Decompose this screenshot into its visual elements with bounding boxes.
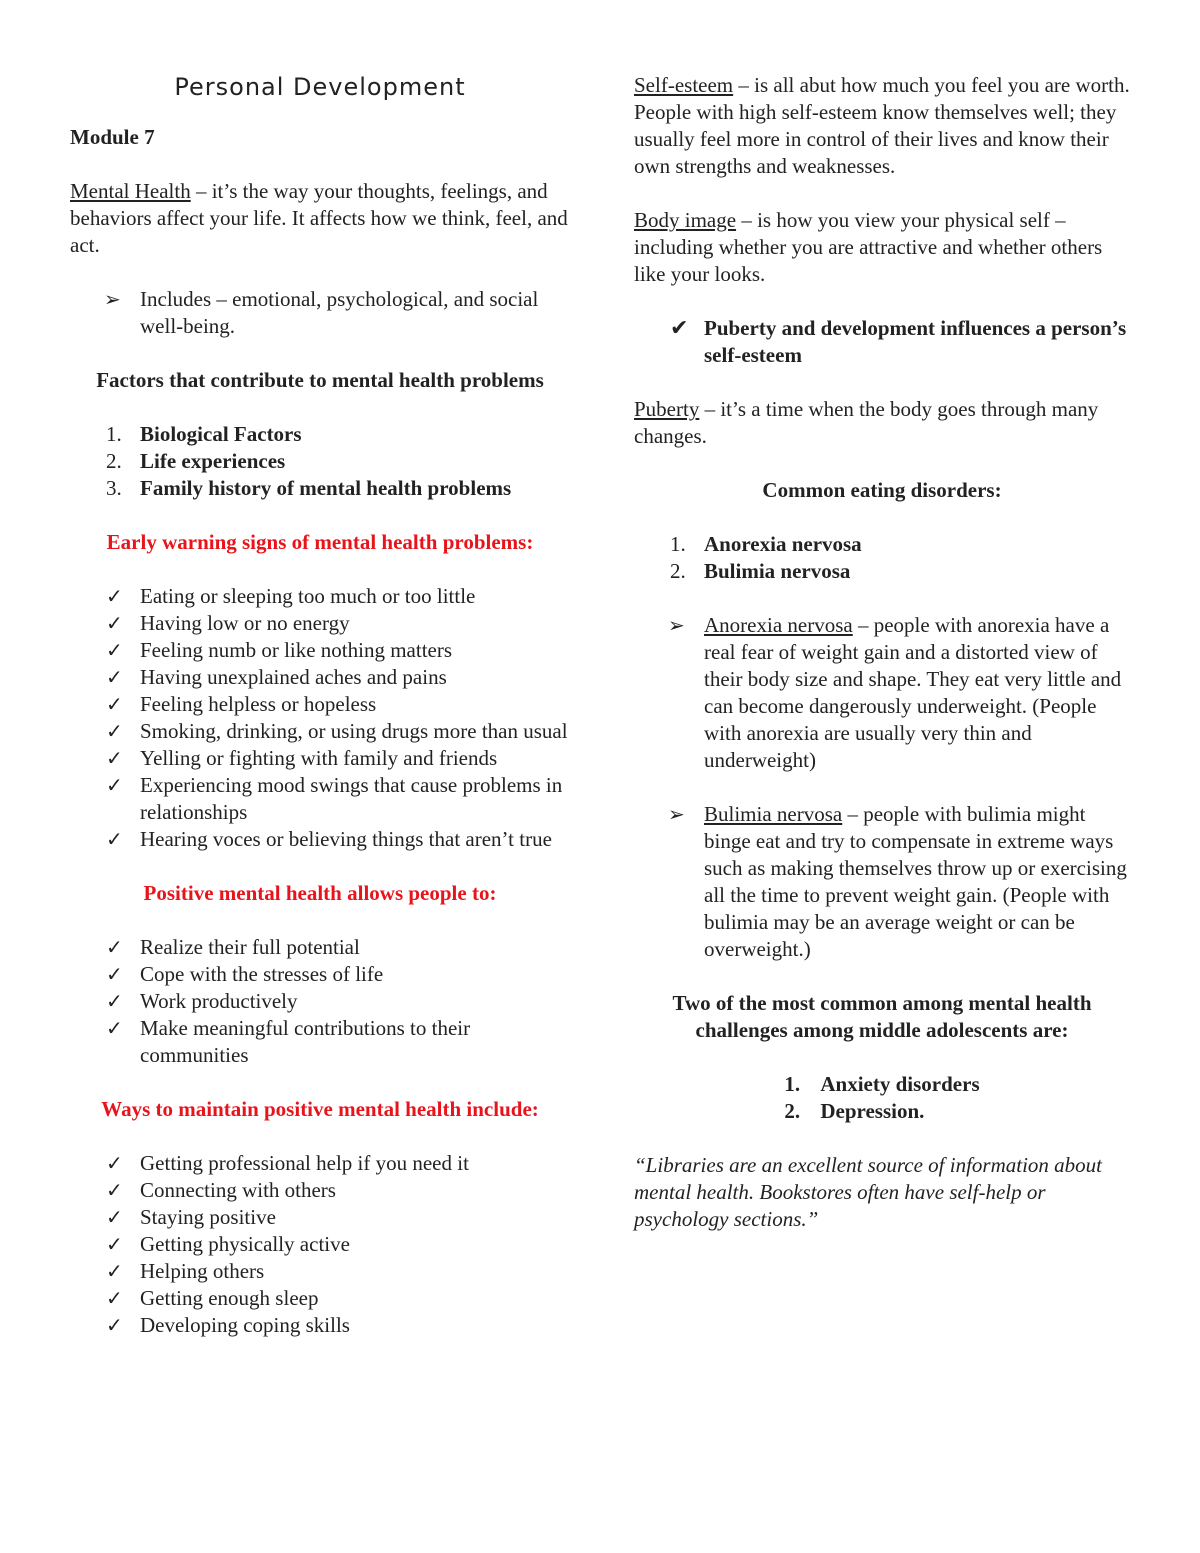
- list-item: ✓ Getting enough sleep: [106, 1286, 319, 1310]
- factors-list: [70, 421, 570, 502]
- factors-heading: Factors that contribute to mental health problems: [96, 368, 544, 392]
- check-icon: ✓: [106, 746, 123, 770]
- list-item: 2. Bulimia nervosa: [670, 559, 851, 583]
- list-item: ✓ Realize their full potential: [106, 935, 360, 959]
- eating-disorders-list: [634, 531, 1130, 585]
- disorder-details-list-2: [634, 801, 1130, 963]
- check-icon: ✓: [106, 665, 123, 689]
- challenges-block: [634, 1071, 1130, 1125]
- includes-list: [70, 286, 570, 340]
- list-item: ✓ Getting physically active: [106, 1232, 350, 1256]
- list-item: ✓ Connecting with others: [106, 1178, 336, 1202]
- self-esteem-definition: Self-esteem – is all abut how much you feel you are worth. People with high self-esteem know themselves well; they usually feel more in control of their lives and know their own strengths and weaknesses.: [634, 73, 1130, 178]
- list-item: ✓ Yelling or fighting with family and friends: [106, 746, 498, 770]
- list-item: ✓ Smoking, drinking, or using drugs more than usual: [106, 719, 568, 743]
- list-item: ✓ Staying positive: [106, 1205, 276, 1229]
- positive-list: [70, 934, 570, 1069]
- list-item: ✓ Having unexplained aches and pains: [106, 665, 447, 689]
- arrow-bullet-icon: ➢: [104, 287, 121, 311]
- check-icon: ✓: [106, 1151, 123, 1175]
- check-icon: ✓: [106, 1313, 123, 1337]
- list-item: ✓ Make meaningful contributions to their communities: [106, 1016, 471, 1067]
- list-item: 2. Depression.: [784, 1099, 925, 1123]
- list-item: ✓ Developing coping skills: [106, 1313, 350, 1337]
- warning-heading: Early warning signs of mental health problems:: [106, 530, 534, 554]
- body-image-term: Body image: [634, 208, 737, 232]
- list-item: ➢ Includes – emotional, psychological, and social well-being.: [104, 287, 539, 338]
- challenges-list: [784, 1071, 979, 1125]
- list-item: ➢ Bulimia nervosa – people with bulimia might binge eat and try to compensate in extreme ways such as making themselves throw up or exercising all the time to prevent weight gain. (People with bulimia may be an average weight or can be overweight.): [668, 802, 1127, 961]
- puberty-note-list: [634, 315, 1130, 369]
- check-icon: ✓: [106, 719, 123, 743]
- list-item: 1. Biological Factors: [106, 422, 302, 446]
- ways-heading: Ways to maintain positive mental health include:: [101, 1097, 539, 1121]
- check-icon: ✓: [106, 611, 123, 635]
- list-item: ✓ Feeling helpless or hopeless: [106, 692, 377, 716]
- check-icon: ✓: [106, 1205, 123, 1229]
- ways-list: [70, 1150, 570, 1339]
- list-item: ✓ Experiencing mood swings that cause problems in relationships: [106, 773, 563, 824]
- self-esteem-term: Self-esteem: [634, 73, 734, 97]
- check-icon: ✓: [106, 1178, 123, 1202]
- check-icon: ✓: [106, 1232, 123, 1256]
- list-item: ➢ Anorexia nervosa – people with anorexia have a real fear of weight gain and a distorted view of their body size and shape. They eat very little and can become dangerously underweight. (People with anorexia are usually very thin and underweight): [668, 613, 1122, 772]
- check-icon: ✓: [106, 935, 123, 959]
- challenges-heading: Two of the most common among mental health challenges among middle adolescents are:: [672, 991, 1092, 1042]
- list-item: 1. Anxiety disorders: [784, 1072, 980, 1096]
- check-icon: ✓: [106, 638, 123, 662]
- check-icon: ✓: [106, 1259, 123, 1283]
- list-item: ✓ Eating or sleeping too much or too little: [106, 584, 476, 608]
- disorder-details-list: [634, 612, 1130, 774]
- check-icon: ✔: [670, 316, 689, 341]
- arrow-bullet-icon: ➢: [668, 802, 685, 826]
- body-image-definition: Body image – is how you view your physical self – including whether you are attractive and whether others like your looks.: [634, 208, 1103, 286]
- check-icon: ✓: [106, 1016, 123, 1040]
- page-title: Personal Development: [174, 73, 466, 101]
- positive-heading: Positive mental health allows people to:: [143, 881, 497, 905]
- arrow-bullet-icon: ➢: [668, 613, 685, 637]
- puberty-definition: Puberty – it’s a time when the body goes through many changes.: [634, 397, 1099, 448]
- list-item: ✓ Cope with the stresses of life: [106, 962, 384, 986]
- mental-health-term: Mental Health: [70, 179, 191, 203]
- list-item: 1. Anorexia nervosa: [670, 532, 862, 556]
- bulimia-term: Bulimia nervosa: [704, 802, 843, 826]
- check-icon: ✓: [106, 827, 123, 851]
- check-icon: ✓: [106, 584, 123, 608]
- right-column: [634, 72, 1130, 1233]
- check-icon: ✓: [106, 989, 123, 1013]
- puberty-term: Puberty: [634, 397, 700, 421]
- module-label: Module 7: [70, 125, 155, 149]
- list-item: ✓ Feeling numb or like nothing matters: [106, 638, 453, 662]
- check-icon: ✓: [106, 962, 123, 986]
- libraries-quote: “Libraries are an excellent source of information about mental health. Bookstores often have self-help or psychology sections.”: [634, 1153, 1102, 1231]
- list-item: 3. Family history of mental health problems: [106, 476, 512, 500]
- warning-signs-list: [70, 583, 570, 853]
- anorexia-term: Anorexia nervosa: [704, 613, 853, 637]
- list-item: ✓ Getting professional help if you need it: [106, 1151, 469, 1175]
- list-item: ✓ Helping others: [106, 1259, 265, 1283]
- list-item: 2. Life experiences: [106, 449, 286, 473]
- check-icon: ✓: [106, 1286, 123, 1310]
- check-icon: ✓: [106, 773, 123, 797]
- list-item: ✓ Having low or no energy: [106, 611, 350, 635]
- list-item: ✓ Hearing voces or believing things that aren’t true: [106, 827, 552, 851]
- mental-health-definition: Mental Health – it’s the way your thoughts, feelings, and behaviors affect your life. It affects how we think, feel, and act.: [70, 179, 568, 257]
- list-item: ✓ Work productively: [106, 989, 298, 1013]
- eating-heading: Common eating disorders:: [762, 478, 1002, 502]
- left-column: [70, 72, 570, 1339]
- list-item: ✔ Puberty and development influences a person’s self-esteem: [670, 316, 1127, 367]
- check-icon: ✓: [106, 692, 123, 716]
